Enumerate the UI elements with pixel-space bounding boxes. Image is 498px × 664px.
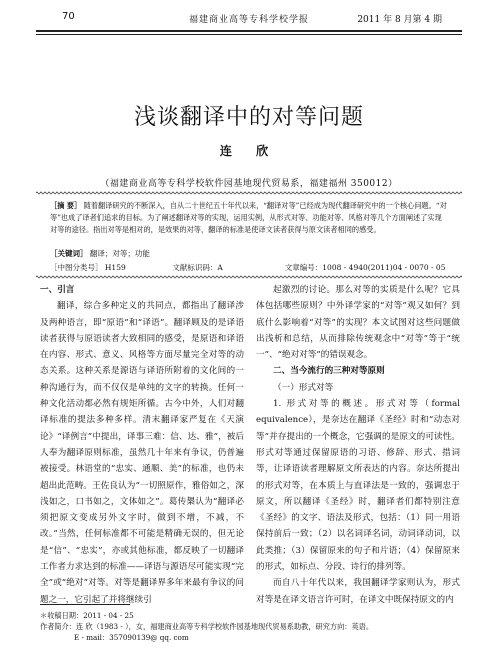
subsection-heading: （一）形式对等 [273,382,334,393]
classification-line [50,262,448,273]
abstract [50,200,448,236]
running-header [22,6,476,28]
footnote-rule [40,604,130,605]
header-rule-thin [36,34,462,35]
author-email: E - mail：357090139@ qq. com [74,633,189,642]
section-heading: 一、引言 [40,285,75,295]
body-column-left [40,282,244,608]
received-date: ＊收稿日期：2011 - 04 - 25 [40,611,134,620]
body-paragraph: 翻译，综合多种定义的共同点，都指出了翻译涉及两种语言，即“原语”和“译语”。翻译顾及的是译语读者获得与原语读者大致相同的感受，是原语和译语在内容、形式、意义、风格等方面尽量完全对等的动态关系。这种关系是源语与译语所附着的文化间的一种沟通行为，而不仅仅是单纯的文字的转换。任何一种文化活动都必然有规矩所循。古今中外，人们对翻译标准的提法多种多样。清末翻译家严复在《天演论》“译例言”中提出，译事三难：信、达、雅”，被后人奉为翻译原则标准，虽然几十年来有争议，仍普遍被接受。林语堂的“忠实、通顺、美”的标准，也仍未超出此范畴。王佐良认为“一切照原作，雅俗如之，深浅如之，口书如之，文体如之”。葛传槼认为“翻译必须把原文变成另外文字时，做到不增，不减，不改。”当然，任何标准都不可能是精确无误的，但无论是“信”、“忠实”，亦或其他标准，都反映了一切翻译工作者力求达到的标准——译语与源语尽可能实现“完全”或“绝对”对等。对等是翻译界多年来最有争议的问题之一，它引起了并将继续引 [40,301,244,605]
section-heading: 二、当今流行的三种对等原则 [273,366,385,377]
abstract-label: ［摘 要］ [50,201,82,210]
body-column-right [256,282,460,608]
keywords-label: ［关键词］ [50,249,88,258]
body-paragraph: 而自八十年代以来，我国翻译学家则认为，形式对等是在译文语言许可时，在译文中既保持原文的内 [256,578,460,605]
keywords-text: 翻译；对等；功能 [89,249,150,258]
document-code: 文献标识码：A [172,263,223,272]
footnote [40,610,458,643]
keywords [50,248,448,259]
body-paragraph: 1. 形式对等的概述。形式对等（formal equivalence），是奈达在翻译《圣经》时和“动态对等”并存提出的一个概念，它强调的是原文的可读性。形式对等通过保留原语的习语、修辞、形式、措词等，让译语读者理解原文所表达的内容。奈达所提出的形式对等，在本质上与直译法是一致的，强调忠于原文，所以翻译《圣经》时，翻译者们都特别注意《圣经》的文字、语法及形式，包括：（1）同一用语保持前后一致；（2）以名词译名词，动词译动词，以此类推；（3）保留原来的句子和片语；（4）保留原来的形式，如标点、分段、诗行的排列等。 [256,399,460,573]
wavy-rule-bottom [36,275,462,279]
body-paragraph: 起激烈的讨论。那么对等的实质是什么呢？它具体包括哪些原则？中外译学家的“对等”观又如何？到底什么影响着“对等”的实现？本文试图对这些问题做出浅析和总结，从而排除传统观念中“对等”等于“统一”、“绝对对等”的错误观念。 [256,285,460,361]
header-rule [36,30,462,32]
wavy-rule-top [36,191,462,195]
article-title: 浅谈翻译中的对等问题 [133,105,364,130]
journal-name: 福建商业高等专科学校学报 [188,15,309,25]
issue-date: 2011 年 8 月第 4 期 [357,15,442,25]
page-number: 70 [62,11,75,22]
author-bio: 作者简介：连 欣（1983 - ），女，福建商业高等专科学校软件园基地现代贸易系助教，研究方向：英语。 [40,622,374,631]
article-number: 文章编号：1008 - 4940(2011)04 - 0070 - 05 [284,263,446,272]
abstract-text: 随着翻译研究的不断深入，自从二十世纪五十年代以来，“翻译对等”已经成为现代翻译研究中的一个核心问题。“对等”也成了译者们追求的目标。为了阐述翻译对等的实现，运用实例，从形式对等、功能对等、风格对等几个方面阐述了实现对等的途径。指出对等是相对的，是效果的对等，翻译的标准是使译文读者获得与原文读者相同的感受。 [50,201,447,234]
clc-number: ［中图分类号］ H159 [50,263,126,272]
article-author: 连 欣 [219,144,279,158]
author-affiliation: （福建商业高等专科学校软件园基地现代贸易系，福建福州 350012） [100,179,398,189]
